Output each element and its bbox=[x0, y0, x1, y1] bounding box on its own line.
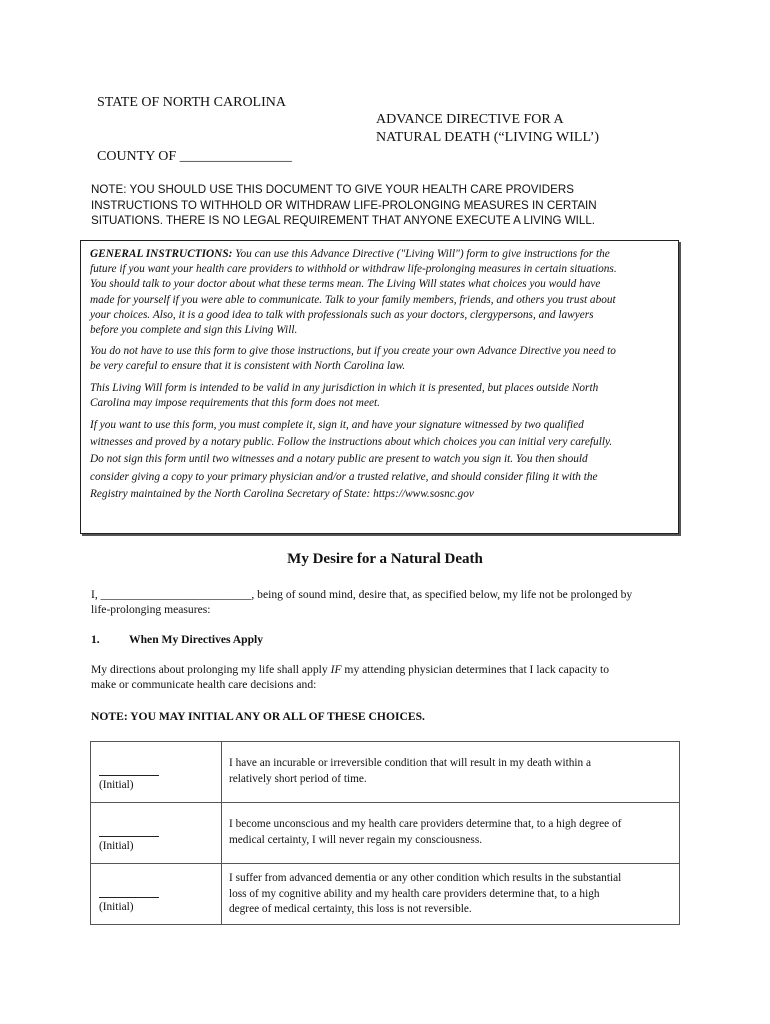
instructions-line: Do not sign this form until two witnesses and a notary public are present to watch you sign it. You then should bbox=[90, 453, 588, 466]
instructions-line: If you want to use this form, you must complete it, sign it, and have your signature witnessed by two qualified bbox=[90, 419, 584, 432]
instructions-line: This Living Will form is intended to be valid in any jurisdiction in which it is presented, but places outside North bbox=[90, 381, 599, 394]
directions-paragraph bbox=[91, 662, 609, 692]
directions-text: make or communicate health care decisions and: bbox=[91, 678, 317, 691]
legal-note-line: INSTRUCTIONS TO WITHHOLD OR WITHDRAW LIFE-PROLONGING MEASURES IN CERTAIN bbox=[91, 198, 597, 212]
section-title: My Desire for a Natural Death bbox=[287, 551, 483, 567]
declarant-name-field[interactable]: I, __________________________, being of sound mind, desire that, as specified below, my life not be prolonged by bbox=[91, 588, 633, 601]
instructions-line: You should talk to your doctor about what these terms mean. The Living Will states what choices you would have bbox=[90, 278, 601, 291]
instructions-line: be very careful to ensure that it is consistent with North Carolina law. bbox=[90, 360, 406, 373]
initial-blank[interactable] bbox=[99, 775, 159, 776]
initial-cell[interactable] bbox=[91, 803, 222, 864]
choice-row bbox=[91, 864, 680, 925]
instructions-line: consider giving a copy to your primary physician and/or a trusted relative, and should consider filing it with the bbox=[90, 470, 598, 483]
initial-label: (Initial) bbox=[99, 901, 134, 913]
general-instructions-box bbox=[80, 240, 679, 534]
legal-note-line: NOTE: YOU SHOULD USE THIS DOCUMENT TO GIVE YOUR HEALTH CARE PROVIDERS bbox=[91, 183, 574, 196]
initial-label: (Initial) bbox=[99, 840, 134, 852]
choice-text-line: medical certainty, I will never regain my consciousness. bbox=[229, 833, 483, 846]
instructions-line: You can use this Advance Directive ("Living Will") form to give instructions for the bbox=[232, 248, 610, 260]
declarant-statement-line: life-prolonging measures: bbox=[91, 603, 211, 616]
initial-cell[interactable] bbox=[91, 864, 222, 925]
instructions-line: You do not have to use this form to give those instructions, but if you create your own Advance Directive you need to bbox=[90, 345, 616, 358]
instructions-line: Carolina may impose requirements that this form does not meet. bbox=[90, 396, 380, 409]
choice-text-line: loss of my cognitive ability and my health care providers determine that, to a high bbox=[229, 887, 600, 900]
instructions-line: before you complete and sign this Living Will. bbox=[90, 324, 298, 337]
instructions-line: witnesses and proved by a notary public. Follow the instructions about which choices you can initial very carefully. bbox=[90, 436, 613, 449]
choice-text-line: I become unconscious and my health care providers determine that, to a high degree of bbox=[229, 818, 622, 830]
instructions-line: your choices. Also, it is a good idea to talk with professionals such as your doctors, clergypersons, and lawyers bbox=[90, 308, 594, 321]
choice-row bbox=[91, 803, 680, 864]
choice-text-line: I have an incurable or irreversible condition that will result in my death within a bbox=[229, 757, 592, 769]
choices-table bbox=[90, 741, 680, 925]
directions-if: IF bbox=[330, 663, 342, 676]
choice-text-cell bbox=[222, 803, 680, 864]
directions-text: my attending physician determines that I lack capacity to bbox=[341, 663, 610, 676]
initial-blank[interactable] bbox=[99, 836, 159, 837]
state-heading: STATE OF NORTH CAROLINA bbox=[97, 95, 286, 110]
instructions-paragraph-2 bbox=[90, 344, 669, 374]
legal-note bbox=[91, 182, 691, 229]
choices-note: NOTE: YOU MAY INITIAL ANY OR ALL OF THESE CHOICES. bbox=[91, 710, 425, 723]
choice-row bbox=[91, 742, 680, 803]
choice-text-cell bbox=[222, 864, 680, 925]
directions-text: My directions about prolonging my life shall apply bbox=[91, 663, 331, 676]
choice-text-cell bbox=[222, 742, 680, 803]
item-title: When My Directives Apply bbox=[129, 633, 264, 646]
choice-text-line: relatively short period of time. bbox=[229, 772, 367, 785]
instructions-line: made for yourself if you were able to communicate. Talk to your family members, friends, and others you trust about bbox=[90, 293, 616, 306]
instructions-paragraph-1 bbox=[90, 247, 669, 338]
choice-text-line: I suffer from advanced dementia or any other condition which results in the substantial bbox=[229, 872, 622, 884]
legal-note-line: SITUATIONS. THERE IS NO LEGAL REQUIREMENT THAT ANYONE EXECUTE A LIVING WILL. bbox=[91, 214, 596, 227]
county-field[interactable]: COUNTY OF ________________ bbox=[97, 149, 292, 164]
form-title-line-1: ADVANCE DIRECTIVE FOR A bbox=[376, 112, 564, 127]
item-heading bbox=[91, 632, 263, 647]
initial-blank[interactable] bbox=[99, 897, 159, 898]
form-title-line-2: NATURAL DEATH (“LIVING WILL’) bbox=[376, 130, 600, 145]
instructions-line: Registry maintained by the North Carolina Secretary of State: https://www.sosnc.gov bbox=[90, 487, 474, 500]
instructions-heading: GENERAL INSTRUCTIONS: bbox=[90, 248, 233, 260]
initial-cell[interactable] bbox=[91, 742, 222, 803]
choice-text-line: degree of medical certainty, this loss is not reversible. bbox=[229, 903, 472, 915]
initial-label: (Initial) bbox=[99, 779, 134, 791]
declarant-statement bbox=[91, 587, 632, 617]
instructions-paragraph-4 bbox=[90, 417, 669, 503]
instructions-paragraph-3 bbox=[90, 381, 669, 411]
instructions-line: future if you want your health care providers to withhold or withdraw life-prolonging measures in certain situations. bbox=[90, 263, 617, 276]
item-number: 1. bbox=[91, 633, 100, 646]
